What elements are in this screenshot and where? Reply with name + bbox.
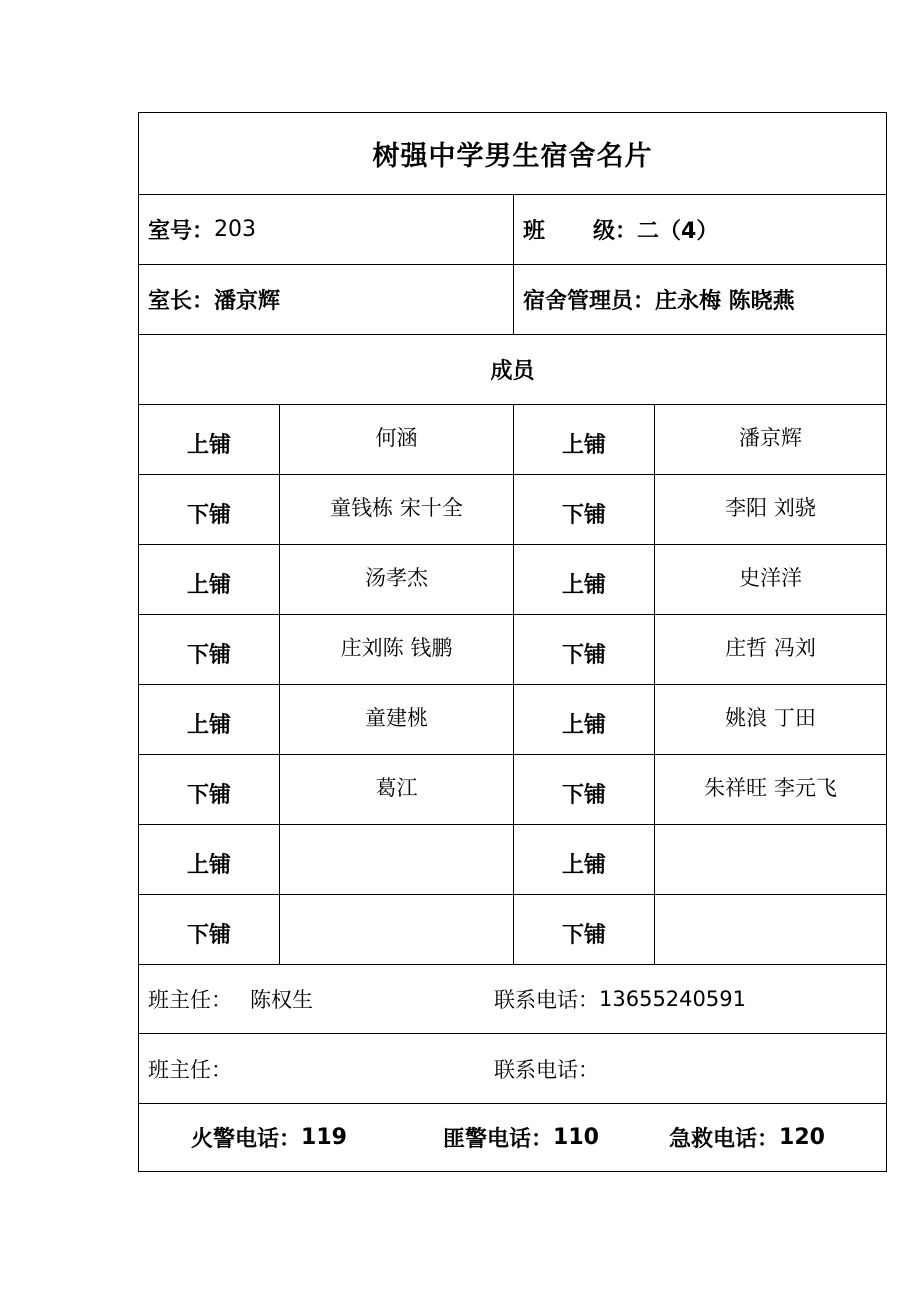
hotline-number: 110: [553, 1125, 599, 1150]
bed-row: [139, 685, 886, 755]
member-names: [654, 895, 886, 964]
member-names: 何涵: [279, 405, 513, 474]
bunk-label: 上铺: [513, 825, 654, 894]
bed-row: [139, 895, 886, 965]
room-label: 室号：: [148, 219, 215, 244]
member-names: 庄哲 冯刘: [654, 615, 886, 684]
phone-label: 联系电话：: [494, 987, 599, 1012]
member-names: 汤孝杰: [279, 545, 513, 614]
teacher-2: [148, 1034, 478, 1103]
teacher-label: 班主任：: [148, 1057, 232, 1082]
member-names: [279, 895, 513, 964]
member-names: 朱祥旺 李元飞: [654, 755, 886, 824]
member-names: 葛江: [279, 755, 513, 824]
managers-value: 庄永梅 陈晓燕: [655, 289, 795, 314]
bunk-label: 下铺: [186, 783, 231, 808]
teacher-row-2: [139, 1034, 886, 1104]
head-manager-row: [139, 265, 886, 335]
room-class-row: [139, 195, 886, 265]
hotline-label: 匪警电话：: [443, 1127, 554, 1152]
bunk-label: 下铺: [186, 503, 231, 528]
phone-number: 13655240591: [599, 986, 746, 1011]
room-value: 203: [214, 217, 257, 242]
dorm-managers: [513, 265, 886, 334]
dormitory-card: [138, 112, 887, 1172]
bed-row: [139, 545, 886, 615]
bunk-label: 上铺: [513, 685, 654, 754]
bed-row: [139, 825, 886, 895]
bunk-label: 上铺: [513, 545, 654, 614]
bed-row: [139, 615, 886, 685]
hotline-number: 119: [301, 1125, 347, 1150]
bunk-label: 上铺: [513, 405, 654, 474]
teacher-name: 陈权生: [250, 987, 313, 1012]
member-names: 姚浪 丁田: [654, 685, 886, 754]
member-names: 童钱栋 宋十全: [279, 475, 513, 544]
bunk-label: 下铺: [186, 643, 231, 668]
bed-row: [139, 755, 886, 825]
teacher-1-phone: [494, 964, 874, 1033]
bunk-label: 下铺: [186, 923, 231, 948]
hotline-label: 急救电话：: [669, 1127, 780, 1152]
members-heading: 成员: [490, 359, 535, 384]
teacher-label: 班主任：: [148, 987, 232, 1012]
bunk-label: 下铺: [513, 755, 654, 824]
teacher-1: [148, 964, 478, 1033]
fire-hotline: [191, 1104, 421, 1171]
bunk-label: 下铺: [513, 615, 654, 684]
member-names: 潘京辉: [654, 405, 886, 474]
members-heading-row: [139, 335, 886, 405]
bunk-label: 上铺: [186, 713, 231, 738]
head-label: 室长：: [148, 289, 215, 314]
room-number: [139, 195, 513, 264]
member-names: 童建桃: [279, 685, 513, 754]
hotline-label: 火警电话：: [191, 1127, 302, 1152]
bed-row: [139, 475, 886, 545]
class-value: 二（4）: [637, 219, 719, 244]
hotline-row: [139, 1104, 886, 1171]
member-names: [279, 825, 513, 894]
teacher-2-phone: [494, 1034, 874, 1103]
bunk-label: 上铺: [186, 573, 231, 598]
title-row: [139, 113, 886, 195]
member-names: 李阳 刘骁: [654, 475, 886, 544]
class-label-a: 班: [523, 219, 546, 244]
bunk-label: 下铺: [513, 895, 654, 964]
ambulance-hotline: [669, 1104, 884, 1171]
class-info: [513, 195, 886, 264]
card-title: 树强中学男生宿舍名片: [372, 141, 653, 172]
bunk-label: 下铺: [513, 475, 654, 544]
phone-label: 联系电话：: [494, 1057, 599, 1082]
managers-label: 宿舍管理员：: [523, 289, 656, 314]
bunk-label: 上铺: [186, 433, 231, 458]
member-names: [654, 825, 886, 894]
member-names: 庄刘陈 钱鹏: [279, 615, 513, 684]
class-label-b: 级：: [593, 219, 638, 244]
room-head: [139, 265, 513, 334]
teacher-row-1: [139, 964, 886, 1034]
bed-row: [139, 405, 886, 475]
police-hotline: [443, 1104, 673, 1171]
head-value: 潘京辉: [214, 289, 281, 314]
bunk-label: 上铺: [186, 853, 231, 878]
member-names: 史洋洋: [654, 545, 886, 614]
hotline-number: 120: [779, 1125, 825, 1150]
